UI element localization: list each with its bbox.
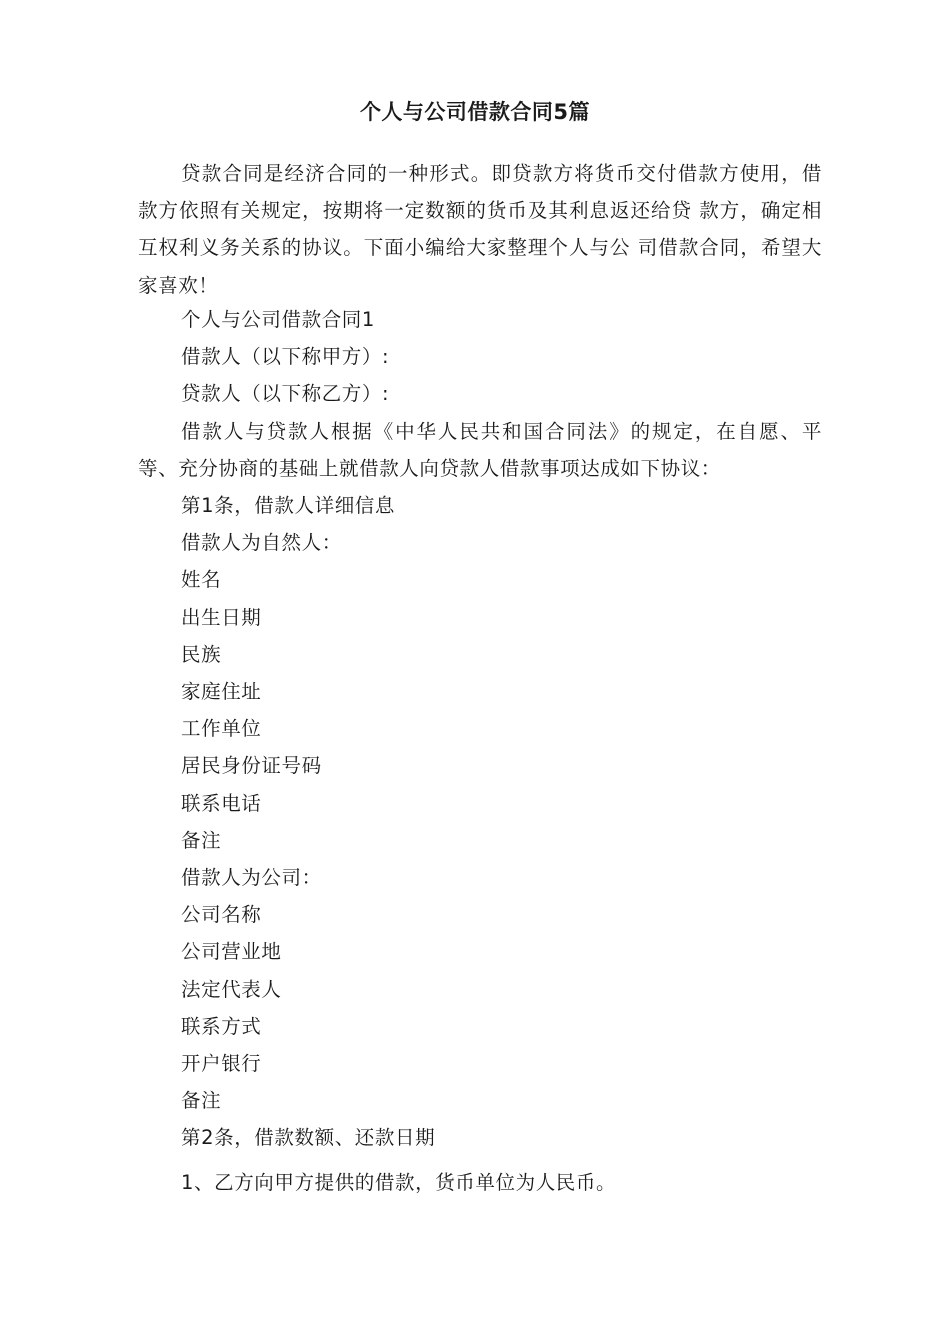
natural-person-field: 家庭住址	[181, 680, 262, 704]
borrower-line: 借款人（以下称甲方）:	[181, 345, 390, 369]
intro-paragraph: 贷款合同是经济合同的一种形式。即贷款方将货币交付借款方使用，借款方依照有关规定，按期将一定数额的货币及其利息返还给贷 款方，确定相互权利义务关系的协议。下面小编给大家整理个人与公 司借款合同，希望大家喜欢！	[138, 162, 822, 297]
company-field: 公司营业地	[181, 940, 282, 964]
natural-person-field: 备注	[181, 828, 222, 852]
natural-person-field: 姓名	[181, 568, 222, 592]
contract-body	[138, 301, 822, 1201]
article-1-heading: 第1条，借款人详细信息	[181, 494, 396, 518]
company-field: 开户银行	[181, 1052, 262, 1076]
article-2-heading: 第2条，借款数额、还款日期	[181, 1126, 436, 1150]
company-field: 联系方式	[181, 1014, 262, 1038]
document-title: 个人与公司借款合同5篇	[359, 100, 591, 124]
company-field: 法定代表人	[181, 977, 282, 1001]
natural-person-heading: 借款人为自然人：	[181, 531, 342, 555]
natural-person-field: 居民身份证号码	[181, 754, 322, 778]
company-field: 公司名称	[181, 903, 262, 927]
natural-person-field: 民族	[181, 642, 222, 666]
natural-person-field: 工作单位	[181, 717, 262, 741]
natural-person-field: 联系电话	[181, 791, 262, 815]
agreement-paragraph: 借款人与贷款人根据《中华人民共和国合同法》的规定，在自愿、平等、充分协商的基础上就借款人向贷款人借款事项达成如下协议：	[138, 419, 822, 480]
lender-line: 贷款人（以下称乙方）:	[181, 382, 390, 406]
natural-person-field: 出生日期	[181, 605, 262, 629]
company-heading: 借款人为公司：	[181, 866, 322, 890]
company-field: 备注	[181, 1089, 222, 1113]
contract-heading: 个人与公司借款合同1	[181, 308, 375, 331]
clause-1: 1、乙方向甲方提供的借款，货币单位为人民币。	[181, 1170, 617, 1194]
